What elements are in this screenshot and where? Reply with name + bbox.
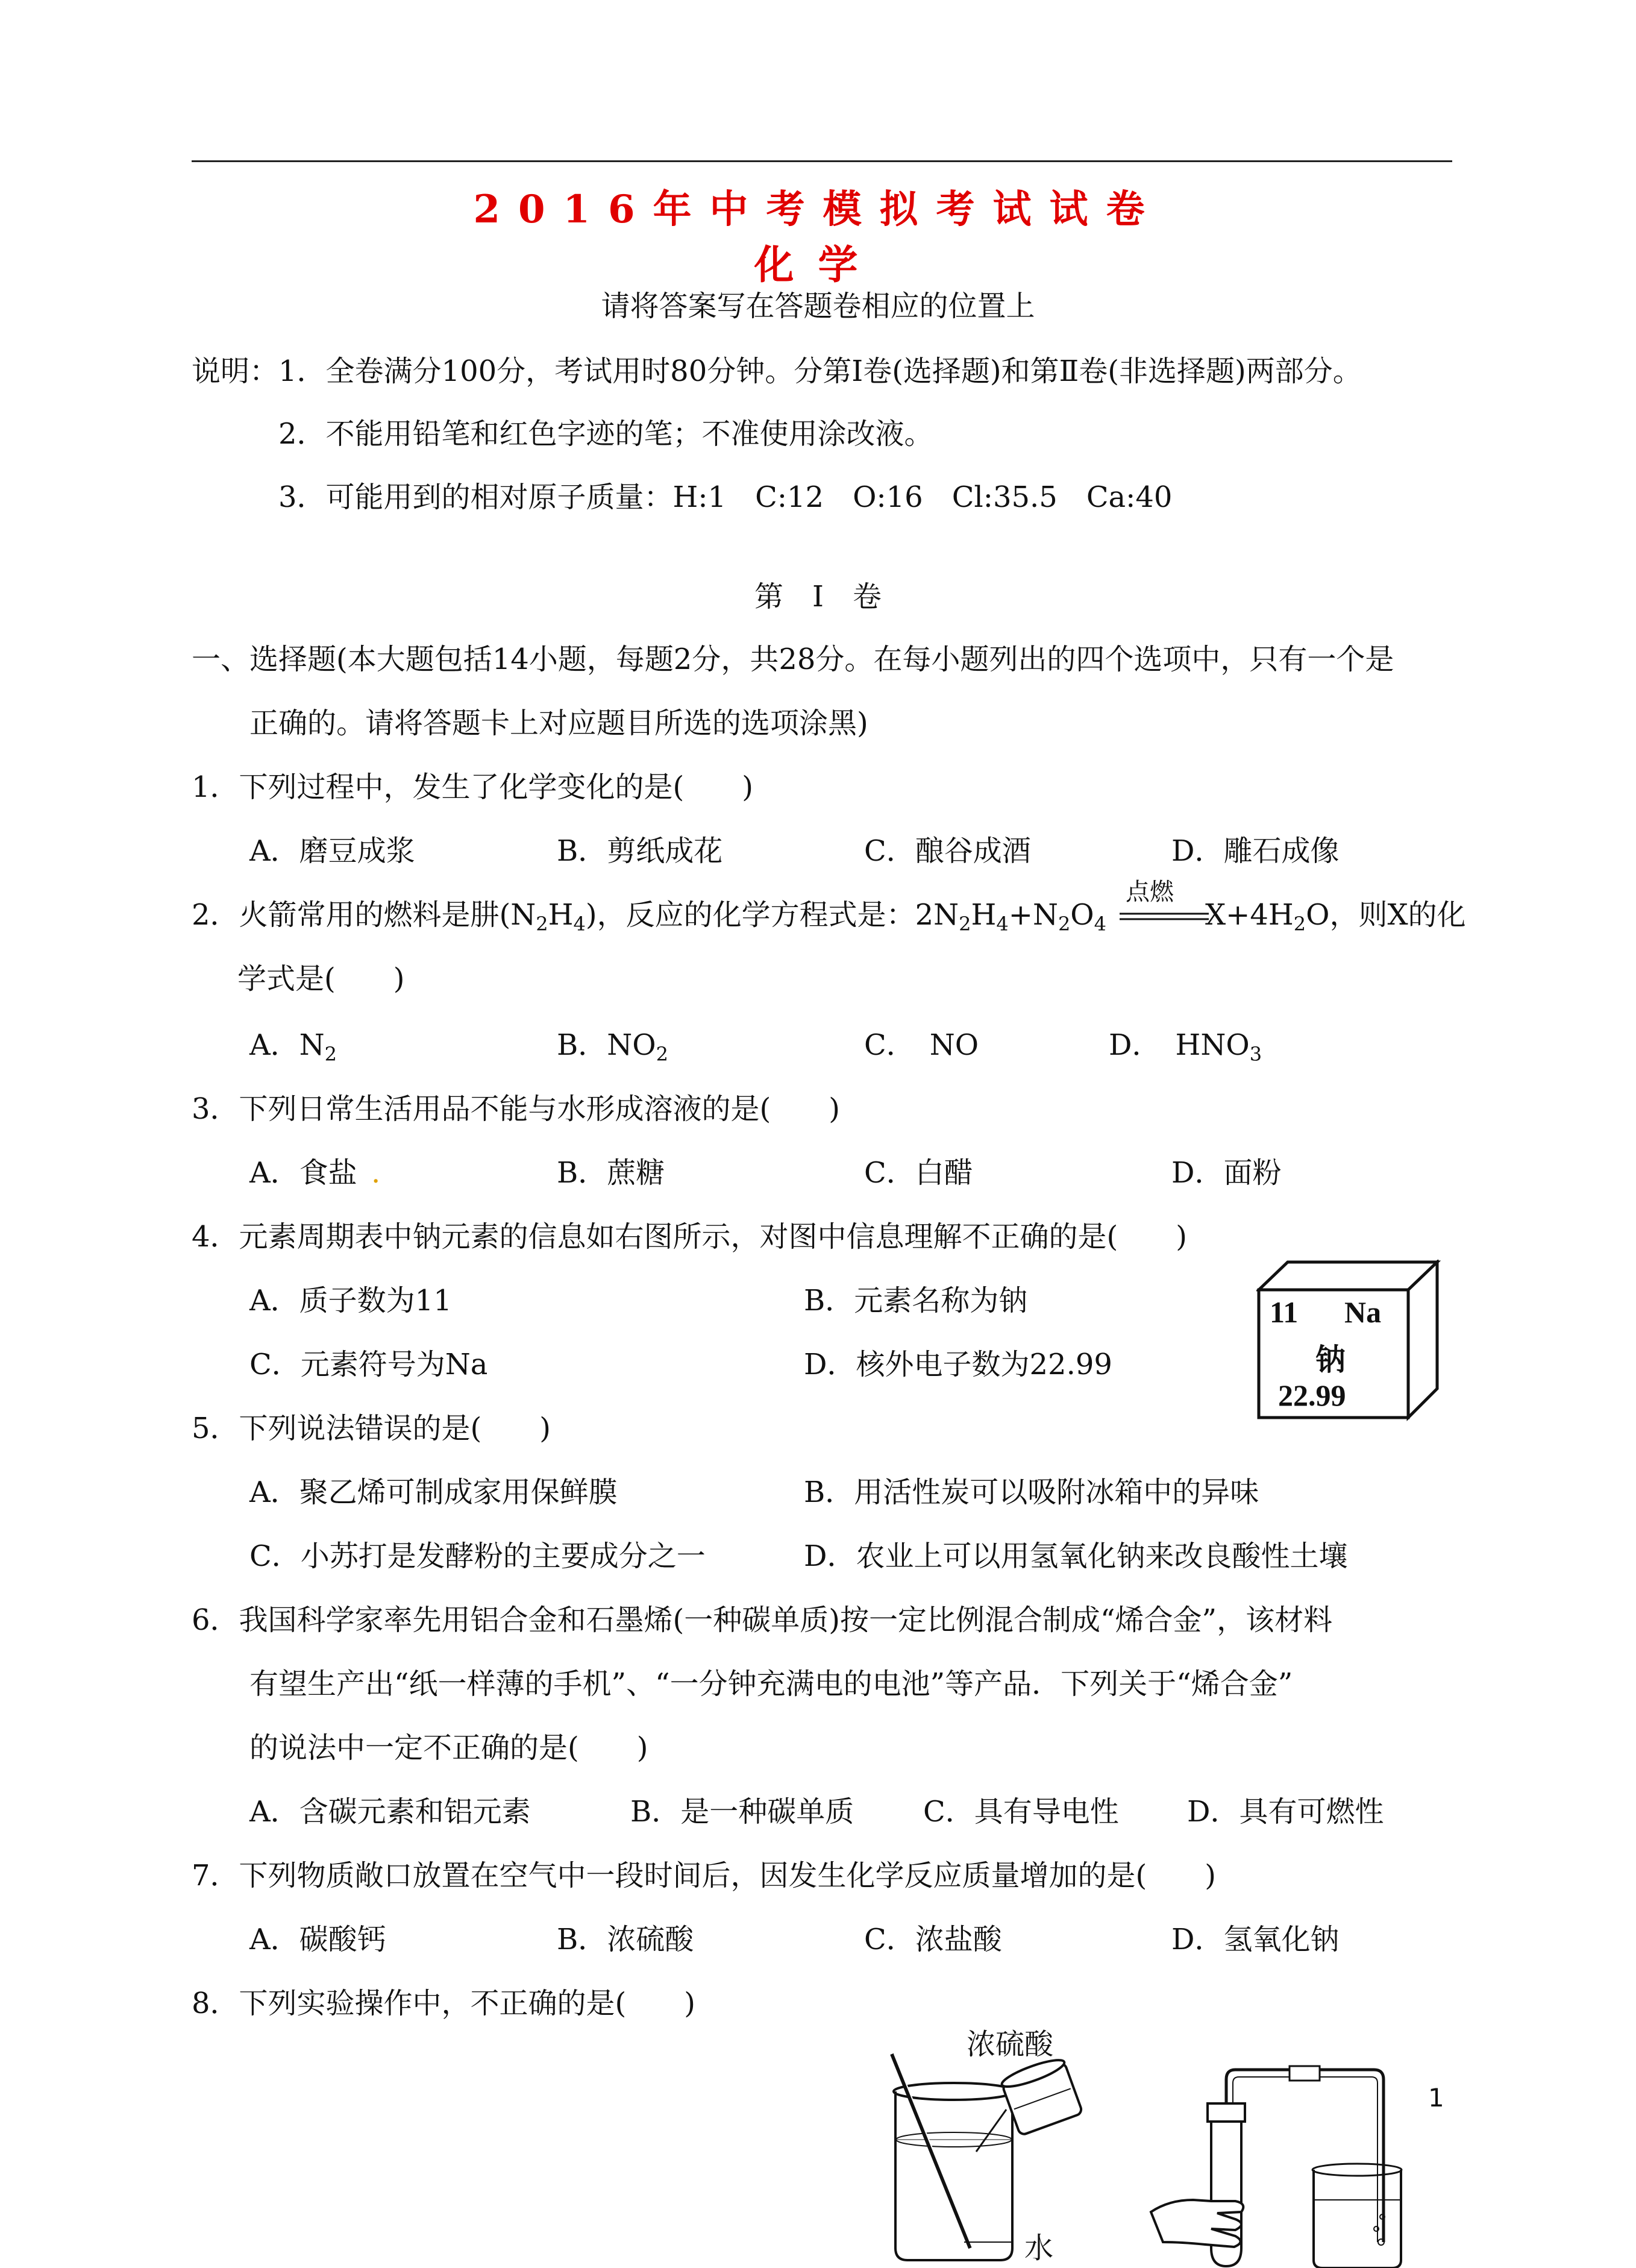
section-heading-line2: 正确的。请将答题卡上对应题目所选的选项涂黑) — [249, 706, 868, 740]
q4-option-a: A．质子数为11 — [249, 1284, 452, 1318]
conc-sulfuric-acid-label: 浓硫酸 — [967, 2028, 1054, 2061]
question-2-line2: 学式是( ) — [237, 962, 405, 996]
water-label: 水 — [1024, 2231, 1054, 2265]
note-2: 2．不能用铅笔和红色字迹的笔；不准使用涂改液。 — [278, 417, 933, 451]
q2-text-g: X+4H — [1205, 898, 1294, 932]
q2-option-c: C． NO — [864, 1028, 979, 1062]
atomic-mass: 22.99 — [1278, 1378, 1346, 1412]
top-rule — [192, 160, 1452, 162]
q3-option-b: B．蔗糖 — [557, 1156, 665, 1190]
q6-option-a: A．含碳元素和铝元素 — [249, 1795, 531, 1829]
q5-option-d: D．农业上可以用氢氧化钠来改良酸性土壤 — [804, 1539, 1348, 1573]
answer-instruction: 请将答案写在答题卷相应的位置上 — [601, 289, 1035, 323]
q2-text-a: 2．火箭常用的燃料是肼(N — [192, 898, 536, 932]
question-4-stem: 4．元素周期表中钠元素的信息如右图所示，对图中信息理解不正确的是( ) — [192, 1220, 1187, 1254]
q4-option-c: C．元素符号为Na — [249, 1348, 488, 1381]
question-6-line2: 有望生产出“纸一样薄的手机”、“一分钟充满电的电池”等产品．下列关于“烯合金” — [249, 1667, 1293, 1701]
q1-option-a: A．磨豆成浆 — [249, 834, 415, 868]
q4-option-b: B．元素名称为钠 — [804, 1284, 1028, 1318]
q7-option-a: A．碳酸钙 — [249, 1923, 386, 1956]
question-2-stem-end: $X+4H_2O$，则X的化 — [1205, 898, 1466, 935]
q3-option-a: A．食盐 — [249, 1156, 357, 1190]
question-8-stem: 8．下列实验操作中，不正确的是( ) — [192, 1987, 695, 2020]
exam-title: 2016年中考模拟考试试卷 — [473, 187, 1163, 232]
q1-option-c: C．酿谷成酒 — [864, 834, 1031, 868]
question-7-stem: 7．下列物质敞口放置在空气中一段时间后，因发生化学反应质量增加的是( ) — [192, 1859, 1216, 1893]
dot-mark: . — [371, 1156, 381, 1190]
q7-option-b: B．浓硫酸 — [557, 1923, 694, 1956]
q1-option-d: D．雕石成像 — [1171, 834, 1340, 868]
note-3: 3．可能用到的相对原子质量：H:1 C:12 O:16 Cl:35.5 Ca:40 — [278, 480, 1173, 514]
q5-option-c: C．小苏打是发酵粉的主要成分之一 — [249, 1539, 706, 1573]
q2-option-a: A．$N_2$ — [249, 1028, 337, 1066]
question-2-stem: 2．火箭常用的燃料是肼$(N_2H_4)$，反应的化学方程式是：$2N_2H_4+N_2O_4$ — [192, 898, 1107, 935]
section-heading-line1: 一、选择题(本大题包括14小题，每题2分，共28分。在每小题列出的四个选项中，只有一个是 — [192, 642, 1394, 676]
note-1: 1．全卷满分100分，考试用时80分钟。分第Ⅰ卷(选择题)和第Ⅱ卷(非选择题)两部分。 — [278, 354, 1362, 388]
airtightness-check-illustration — [1145, 2061, 1410, 2268]
q2-text-d: H — [971, 898, 997, 932]
question-3-stem: 3．下列日常生活用品不能与水形成溶液的是( ) — [192, 1092, 841, 1126]
reaction-equals-sign — [1118, 912, 1215, 922]
subject-title: 化学 — [754, 241, 882, 288]
q6-option-d: D．具有可燃性 — [1187, 1795, 1384, 1829]
q4-option-d: D．核外电子数为22.99 — [804, 1348, 1112, 1381]
q2-text-b: H — [548, 898, 574, 932]
atomic-number: 11 — [1270, 1295, 1299, 1329]
page-number: 1 — [1428, 2083, 1444, 2113]
q2-text-c: )，反应的化学方程式是：2N — [585, 898, 959, 932]
q7-option-d: D．氢氧化钠 — [1171, 1923, 1340, 1956]
acid-dilution-illustration — [886, 2049, 1103, 2268]
q2-text-h: O，则X的化 — [1306, 898, 1466, 932]
q2-option-d: D． $HNO_3$ — [1109, 1028, 1262, 1066]
element-name: 钠 — [1315, 1342, 1346, 1377]
q5-option-a: A．聚乙烯可制成家用保鲜膜 — [249, 1475, 618, 1509]
q6-option-b: B．是一种碳单质 — [630, 1795, 854, 1829]
q1-option-b: B．剪纸成花 — [557, 834, 723, 868]
q2-text-f: O — [1070, 898, 1094, 932]
notes-label: 说明： — [192, 354, 279, 388]
q2-option-b: B．$NO_2$ — [557, 1028, 668, 1066]
volume-heading: 第 Ⅰ 卷 — [754, 580, 882, 614]
question-6-line3: 的说法中一定不正确的是( ) — [249, 1731, 648, 1765]
reaction-condition: 点燃 — [1126, 878, 1174, 906]
sodium-element-tile — [1256, 1260, 1443, 1422]
q3-option-d: D．面粉 — [1171, 1156, 1282, 1190]
q2-text-e: +N — [1008, 898, 1058, 932]
question-1-stem: 1．下列过程中，发生了化学变化的是( ) — [192, 770, 753, 804]
question-5-stem: 5．下列说法错误的是( ) — [192, 1412, 551, 1445]
q5-option-b: B．用活性炭可以吸附冰箱中的异味 — [804, 1475, 1259, 1509]
q6-option-c: C．具有导电性 — [923, 1795, 1119, 1829]
question-6-line1: 6．我国科学家率先用铝合金和石墨烯(一种碳单质)按一定比例混合制成“烯合金”，该材料 — [192, 1603, 1333, 1637]
q3-option-c: C．白醋 — [864, 1156, 973, 1190]
q7-option-c: C．浓盐酸 — [864, 1923, 1002, 1956]
element-symbol: Na — [1344, 1295, 1382, 1329]
